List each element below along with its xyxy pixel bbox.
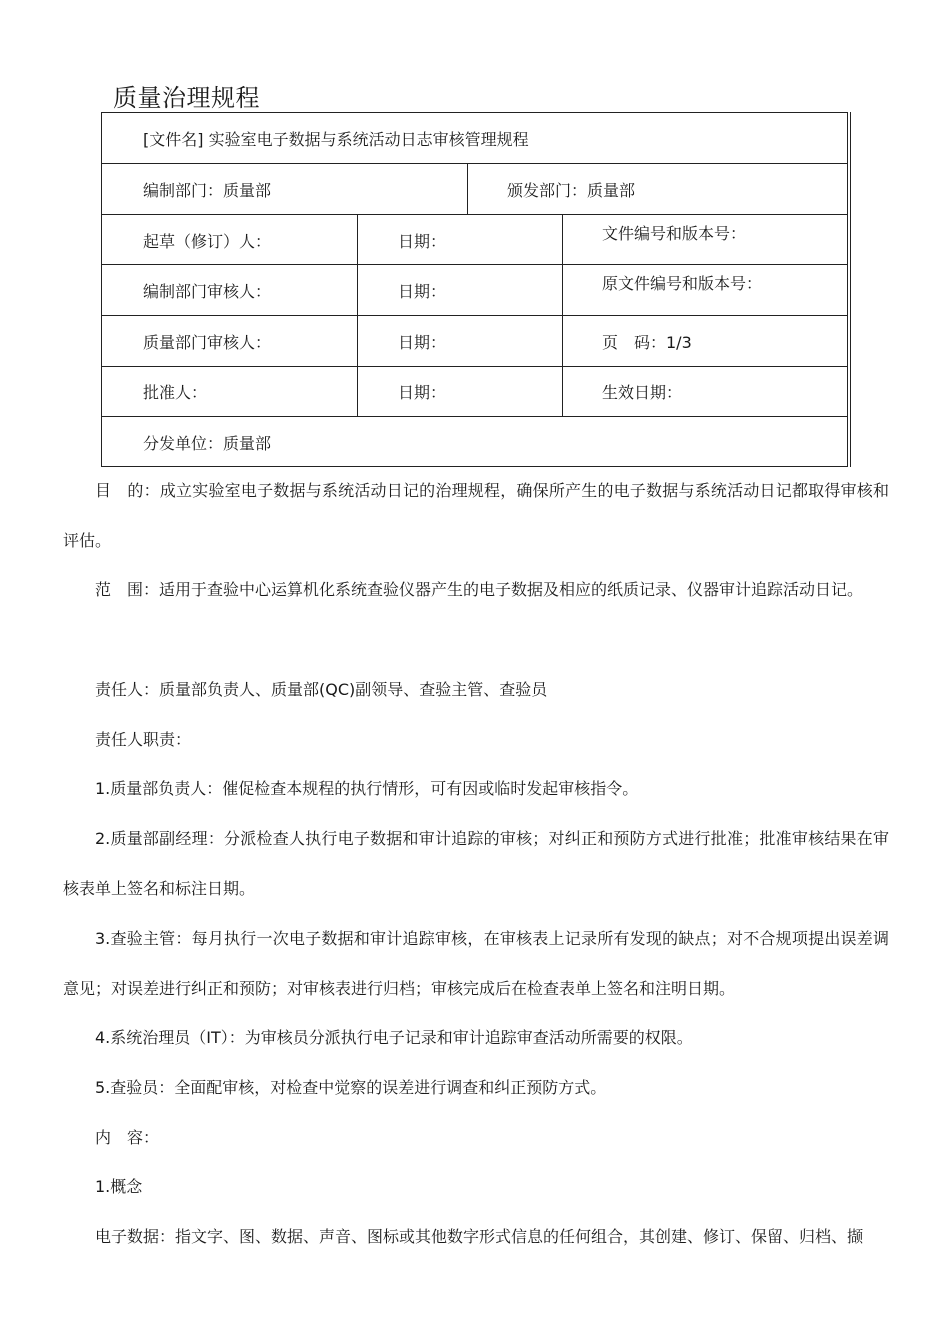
- original-number-version: 原文件编号和版本号：: [602, 274, 763, 293]
- drafter-label: 起草（修订）人：: [143, 232, 272, 251]
- date-label: 日期：: [398, 333, 447, 352]
- table-rule: [102, 416, 847, 417]
- approver-label: 批准人：: [143, 383, 208, 402]
- purpose-paragraph: 目 的：成立实验室电子数据与系统活动日记的治理规程，确保所产生的电子数据与系统活动日记都取得审核和评估。: [63, 481, 889, 550]
- table-divider: [467, 163, 468, 214]
- date-label: 日期：: [398, 282, 447, 301]
- table-rule: [102, 163, 847, 164]
- table-divider: [562, 214, 563, 416]
- table-rule: [102, 366, 847, 367]
- page-code: 页 码：1/3: [602, 333, 692, 352]
- date-label: 日期：: [398, 232, 447, 251]
- duty-item-4: 4.系统治理员（IT）：为审核员分派执行电子记录和审计追踪审查活动所需要的权限。: [95, 1028, 693, 1047]
- duty-item-2: 2.质量部副经理：分派检查人执行电子数据和审计追踪的审核；对纠正和预防方式进行批准；批准审核结果在审核表单上签名和标注日期。: [63, 829, 889, 898]
- compiling-department: 编制部门：质量部: [143, 181, 272, 200]
- date-label: 日期：: [398, 383, 447, 402]
- effective-date-label: 生效日期：: [602, 383, 683, 402]
- duty-item-3: 3.查验主管：每月执行一次电子数据和审计追踪审核，在审核表上记录所有发现的缺点；对不合规项提出误差调意见；对误差进行纠正和预防；对审核表进行归档；审核完成后在检查表单上签名和注明日期。: [63, 929, 889, 998]
- document-info-table: [101, 112, 848, 467]
- duty-item-1: 1.质量部负责人：催促检查本规程的执行情形，可有因或临时发起审核指令。: [95, 779, 639, 798]
- electronic-data-definition: 电子数据：指文字、图、数据、声音、图标或其他数字形式信息的任何组合，其创建、修订、保留、归档、撷: [95, 1227, 864, 1246]
- concept-heading: 1.概念: [95, 1177, 143, 1196]
- table-rule: [102, 315, 847, 316]
- duty-item-5: 5.查验员：全面配审核，对检查中觉察的误差进行调查和纠正预防方式。: [95, 1078, 607, 1097]
- scope-paragraph: 范 围：适用于查验中心运算机化系统查验仪器产生的电子数据及相应的纸质记录、仪器审计追踪活动日记。: [95, 580, 864, 599]
- compile-dept-reviewer-label: 编制部门审核人：: [143, 282, 272, 301]
- file-name: [文件名] 实验室电子数据与系统活动日志审核管理规程: [143, 130, 529, 149]
- table-rule: [102, 264, 847, 265]
- document-title: 质量治理规程: [113, 84, 260, 113]
- responsible-paragraph: 责任人：质量部负责人、质量部(QC)副领导、查验主管、查验员: [95, 680, 548, 699]
- content-heading: 内 容：: [95, 1128, 160, 1147]
- issuing-department: 颁发部门：质量部: [507, 181, 636, 200]
- duties-heading: 责任人职责：: [95, 730, 192, 749]
- table-divider: [357, 214, 358, 416]
- table-rule: [102, 214, 847, 215]
- distribution-unit: 分发单位：质量部: [143, 434, 272, 453]
- document-number-version: 文件编号和版本号：: [602, 224, 747, 243]
- quality-dept-reviewer-label: 质量部门审核人：: [143, 333, 272, 352]
